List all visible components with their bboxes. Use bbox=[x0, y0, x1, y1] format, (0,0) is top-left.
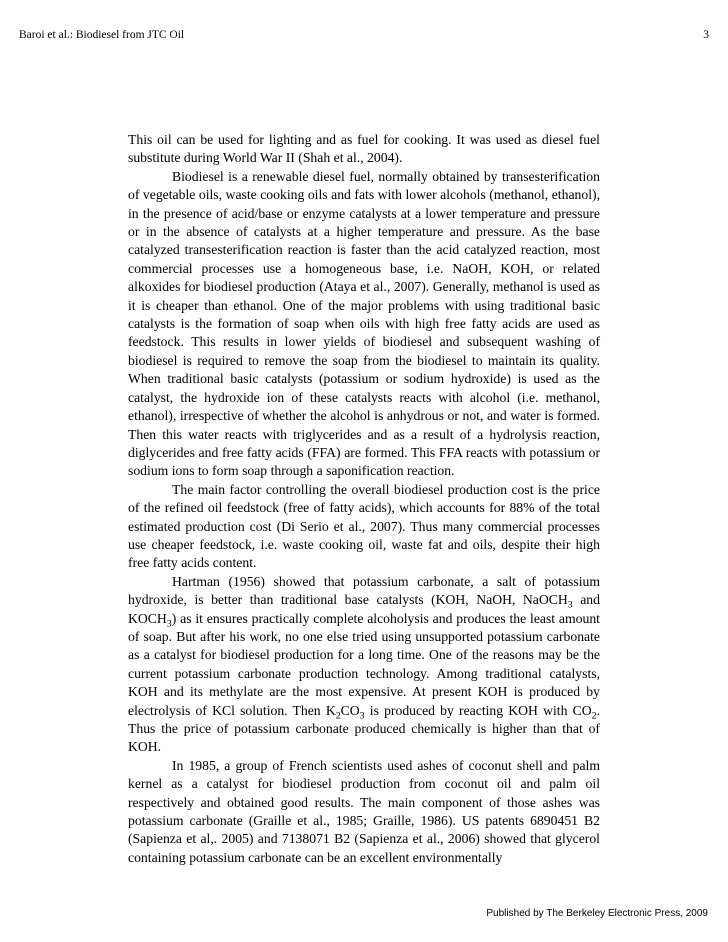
running-header: Baroi et al.: Biodiesel from JTC Oil bbox=[19, 29, 185, 41]
text-run: . Thus the price of potassium carbonate produced chemically is higher than that of KOH. bbox=[128, 702, 600, 755]
paragraph bbox=[128, 168, 600, 481]
paragraph bbox=[128, 573, 600, 757]
text-run: In 1985, a group of French scientists used ashes of coconut shell and palm kernel as a catalyst for biodiesel production from coconut oil and palm oil respectively and obtained good results. The main component of those ashes was potassium carbonate (Graille et al., 1985; Graille, 1986). US patents 6890451 B2 (Sapienza et al,. 2005) and 7138071 B2 (Sapienza et al., 2006) showed that glycerol containing potassium carbonate can be an excellent environmentally bbox=[128, 757, 600, 865]
text-run: is produced by reacting KOH with CO bbox=[364, 702, 592, 718]
subscript: 2 bbox=[335, 710, 341, 722]
subscript: 3 bbox=[359, 710, 365, 722]
publisher-footer: Published by The Berkeley Electronic Press, 2009 bbox=[486, 908, 708, 919]
subscript: 3 bbox=[166, 618, 172, 630]
page-number: 3 bbox=[703, 29, 709, 41]
text-run: This oil can be used for lighting and as fuel for cooking. It was used as diesel fuel substitute during World War II (Shah et al., 2004). bbox=[128, 132, 600, 166]
paragraph bbox=[128, 131, 600, 168]
subscript: 3 bbox=[567, 599, 573, 611]
paragraph bbox=[128, 757, 600, 867]
text-run: and KOCH bbox=[128, 592, 600, 626]
text-run: Hartman (1956) showed that potassium carbonate, a salt of potassium hydroxide, is better than traditional base catalysts (KOH, NaOH, NaOCH bbox=[128, 573, 600, 608]
text-run: Biodiesel is a renewable diesel fuel, normally obtained by transesterification of vegetable oils, waste cooking oils and fats with lower alcohols (methanol, ethanol), in the presence of acid/base or enzyme catalysts at a lower temperature and pressure or in the absence of catalysts at a higher temperature and pressure. As the base catalyzed transesterification reaction is faster than the acid catalyzed reaction, most commercial processes use a homogeneous base, i.e. NaOH, KOH, or related alkoxides for biodiesel production (Ataya et al., 2007). Generally, methanol is used as it is cheaper than ethanol. One of the major problems with using traditional basic catalysts is the formation of soap when oils with high free fatty acids are used as feedstock. This results in lower yields of biodiesel and subsequent washing of biodiesel is required to remove the soap from the biodiesel to maintain its quality. When traditional basic catalysts (potassium or sodium hydroxide) is used as the catalyst, the hydroxide ion of these catalysts reacts with alcohol (i.e. methanol, ethanol), irrespective of whether the alcohol is anhydrous or not, and water is formed. Then this water reacts with triglycerides and as a result of a hydrolysis reaction, diglycerides and free fatty acids (FFA) are formed. This FFA reacts with potassium or sodium ions to form soap through a saponification reaction. bbox=[128, 168, 600, 479]
subscript: 2 bbox=[591, 710, 597, 722]
text-run: ) as it ensures practically complete alcoholysis and produces the least amount of soap. But after his work, no one else tried using unsupported potassium carbonate as a catalyst for biodiesel production for a long time. One of the reasons may be the current potassium carbonate production technology. Among traditional catalysts, KOH and its methylate are the most expensive. At present KOH is produced by electrolysis of KCl solution. Then K bbox=[128, 610, 600, 718]
paragraph bbox=[128, 481, 600, 573]
text-run: CO bbox=[340, 702, 360, 718]
text-run: The main factor controlling the overall biodiesel production cost is the price of the refined oil feedstock (free of fatty acids), which accounts for 88% of the total estimated production cost (Di Serio et al., 2007). Thus many commercial processes use cheaper feedstock, i.e. waste cooking oil, waste fat and oils, despite their high free fatty acids content. bbox=[128, 481, 600, 571]
body-text bbox=[128, 131, 600, 867]
